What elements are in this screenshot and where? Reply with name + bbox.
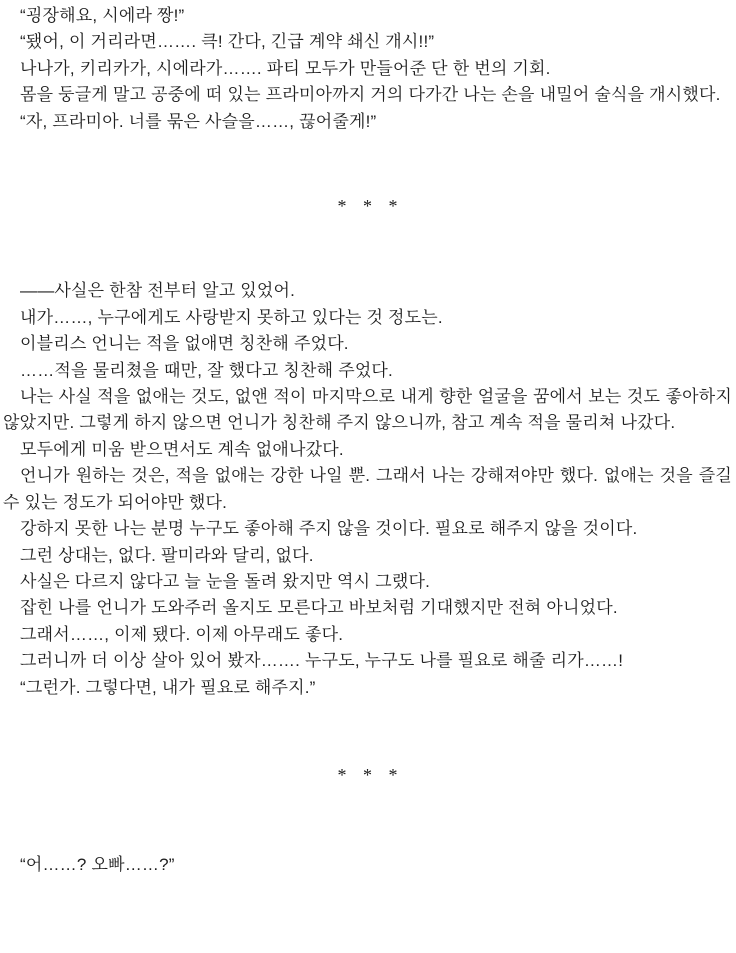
- novel-text-content: [3, 3, 732, 879]
- scene-break-asterisks: * * *: [337, 764, 404, 785]
- paragraph: 몸을 둥글게 말고 공중에 떠 있는 프라미아까지 거의 다가간 나는 손을 내밀어 술식을 개시했다.: [20, 85, 721, 105]
- paragraph: 그런 상대는, 없다. 팔미라와 달리, 없다.: [20, 545, 314, 565]
- paragraph: 강하지 못한 나는 분명 누구도 좋아해 주지 않을 것이다. 필요로 해주지 않을 것이다.: [20, 519, 638, 539]
- paragraph: “됐어, 이 거리라면……. 큭! 간다, 긴급 계약 쇄신 개시!!”: [20, 32, 435, 52]
- paragraph: 잡힌 나를 언니가 도와주러 올지도 모른다고 바보처럼 기대했지만 전혀 아니었다.: [20, 598, 618, 618]
- paragraph: 그래서……, 이제 됐다. 이제 아무래도 좋다.: [20, 624, 344, 644]
- paragraph: “굉장해요, 시에라 짱!”: [20, 6, 185, 25]
- paragraph: 이블리스 언니는 적을 없애면 칭찬해 주었다.: [20, 334, 349, 354]
- paragraph: 언니가 원하는 것은, 적을 없애는 강한 나일 뿐. 그래서 나는 강해져야만 했다. 없애는 것을 즐길 수 있는 정도가 되어야만 했다.: [3, 466, 732, 512]
- paragraph: 그러니까 더 이상 살아 있어 봤자……. 누구도, 누구도 나를 필요로 해줄 리가……!: [20, 651, 624, 671]
- paragraph: ——사실은 한참 전부터 알고 있었어.: [20, 281, 296, 301]
- paragraph: “자, 프라미아. 너를 묶은 사슬을……, 끊어줄게!”: [20, 111, 377, 131]
- paragraph: 나나가, 키리카가, 시에라가……. 파티 모두가 만들어준 단 한 번의 기회.: [20, 58, 551, 78]
- paragraph: 모두에게 미움 받으면서도 계속 없애나갔다.: [20, 439, 344, 459]
- paragraph: 나는 사실 적을 없애는 것도, 없앤 적이 마지막으로 내게 향한 얼굴을 꿈에서 보는 것도 좋아하지 않았지만. 그렇게 하지 않으면 언니가 칭찬해 주지 않으니까, 참고 계속 적을 물리쳐 나갔다.: [3, 387, 732, 433]
- paragraph: 내가……, 누구에게도 사랑받지 못하고 있다는 것 정도는.: [20, 307, 443, 327]
- paragraph: “어……? 오빠……?”: [20, 855, 175, 875]
- scene-break-separator: [3, 193, 732, 219]
- text-block: [3, 3, 732, 135]
- text-block: [3, 278, 732, 701]
- paragraph: “그런가. 그렇다면, 내가 필요로 해주지.”: [20, 677, 316, 697]
- paragraph: ……적을 물리쳤을 때만, 잘 했다고 칭찬해 주었다.: [20, 360, 393, 380]
- paragraph: 사실은 다르지 않다고 늘 눈을 돌려 왔지만 역시 그랬다.: [20, 571, 430, 591]
- text-block: [3, 852, 732, 878]
- scene-break-asterisks: * * *: [337, 196, 404, 217]
- scene-break-separator: [3, 762, 732, 788]
